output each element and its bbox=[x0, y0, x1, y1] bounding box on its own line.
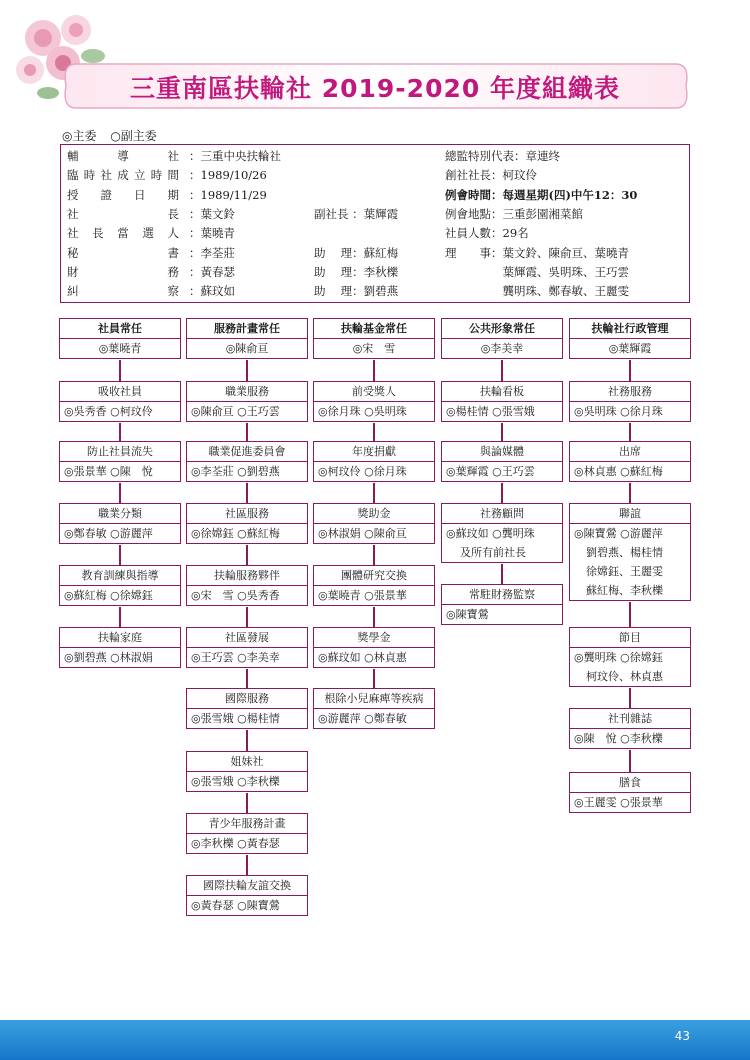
committee-chair: ◎李美幸 bbox=[480, 342, 524, 355]
sub-committee-box bbox=[569, 503, 691, 601]
info-label-char: 成 bbox=[117, 168, 129, 183]
member-line: ◎張雪娥 ○楊桂情 bbox=[191, 712, 280, 725]
connector-line bbox=[629, 423, 631, 441]
info-label-char: 財 bbox=[67, 264, 79, 279]
sub-committee-box bbox=[569, 708, 691, 749]
sub-committee-box bbox=[569, 627, 691, 687]
info-value: ：1989/10/26 bbox=[189, 168, 267, 183]
sub-committee-title: 年度捐獻 bbox=[314, 442, 434, 462]
footer-bar bbox=[0, 1020, 750, 1060]
info-label-char: 輔 bbox=[67, 149, 79, 163]
sub-committee-box bbox=[186, 503, 308, 544]
member-line: ◎陳俞亘 ○王巧雲 bbox=[191, 405, 280, 418]
committee-chair: ◎葉曉青 bbox=[98, 342, 142, 355]
member-line: ◎王巧雲 ○李美幸 bbox=[191, 651, 280, 664]
sub-committee-box bbox=[186, 627, 308, 668]
sub-committee-title: 根除小兒麻痺等疾病 bbox=[314, 689, 434, 709]
sub-committee-box bbox=[186, 875, 308, 916]
sub-committee-box bbox=[313, 565, 435, 606]
connector-line bbox=[501, 423, 503, 441]
member-line: ◎李荃莊 ○劉碧燕 bbox=[191, 465, 280, 478]
sub-committee-members bbox=[570, 793, 690, 812]
info-label-char: 長 bbox=[92, 226, 104, 241]
connector-line bbox=[501, 564, 503, 584]
info-row bbox=[61, 205, 689, 224]
sub-committee-box bbox=[59, 441, 181, 482]
sub-committee-box bbox=[59, 565, 181, 606]
sub-committee-title: 團體研究交換 bbox=[314, 566, 434, 586]
member-line: 劉碧燕、楊桂情 bbox=[586, 546, 663, 559]
sub-committee-title: 社刊雜誌 bbox=[570, 709, 690, 729]
info-label-char: 人 bbox=[167, 226, 179, 241]
info-row bbox=[61, 282, 689, 301]
info-row bbox=[61, 166, 689, 185]
connector-line bbox=[629, 750, 631, 772]
sub-committee-title: 獎助金 bbox=[314, 504, 434, 524]
info-value: ：李荃莊 bbox=[189, 245, 235, 260]
sub-committee-members bbox=[314, 648, 434, 667]
info-label-char: 秘 bbox=[67, 245, 79, 260]
info-label-char: 糾 bbox=[67, 284, 79, 299]
sub-committee-title: 防止社員流失 bbox=[60, 442, 180, 462]
connector-line bbox=[246, 855, 248, 875]
page-title: 三重南區扶輪社 2019-2020 年度組織表 bbox=[130, 74, 620, 103]
sub-committee-box bbox=[313, 441, 435, 482]
connector-line bbox=[246, 360, 248, 381]
sub-committee-members bbox=[314, 462, 434, 481]
member-line: ◎陳寶鶯 ○游麗萍 bbox=[574, 527, 663, 540]
sub-committee-box bbox=[313, 381, 435, 422]
member-line: 柯玟伶、林貞惠 bbox=[586, 670, 663, 683]
info-mid: 助 理：蘇紅梅 bbox=[314, 245, 399, 260]
sub-committee-title: 前受獎人 bbox=[314, 382, 434, 402]
info-row bbox=[61, 263, 689, 282]
connector-line bbox=[119, 607, 121, 627]
member-line: ◎林淑娟 ○陳俞亘 bbox=[318, 527, 407, 540]
sub-committee-members bbox=[187, 586, 307, 605]
info-label bbox=[67, 147, 179, 166]
member-line: ◎林貞惠 ○蘇紅梅 bbox=[574, 465, 663, 478]
sub-committee-members bbox=[314, 709, 434, 728]
connector-line bbox=[246, 793, 248, 813]
committee-name: 公共形象常任 bbox=[442, 319, 562, 339]
sub-committee-members bbox=[570, 402, 690, 421]
sub-committee-box bbox=[313, 627, 435, 668]
info-label-char: 立 bbox=[134, 168, 146, 183]
sub-committee-title: 社區發展 bbox=[187, 628, 307, 648]
connector-line bbox=[246, 669, 248, 688]
committee-name: 服務計畫常任 bbox=[187, 319, 307, 339]
sub-committee-title: 職業服務 bbox=[187, 382, 307, 402]
connector-line bbox=[119, 360, 121, 381]
info-right: 例會地點：三重彭園湘菜館 bbox=[445, 206, 583, 221]
info-label-char: 間 bbox=[167, 168, 179, 183]
member-line: ◎游麗萍 ○鄭春敏 bbox=[318, 712, 407, 725]
sub-committee-members bbox=[442, 402, 562, 421]
sub-committee-members bbox=[314, 402, 434, 421]
info-value: ：葉文鈴 bbox=[189, 206, 235, 221]
committee-head-box bbox=[59, 318, 181, 359]
sub-committee-box bbox=[186, 565, 308, 606]
connector-line bbox=[373, 360, 375, 381]
connector-line bbox=[373, 607, 375, 627]
connector-line bbox=[373, 483, 375, 503]
connector-line bbox=[119, 483, 121, 503]
sub-committee-box bbox=[59, 381, 181, 422]
sub-committee-title: 扶輪看板 bbox=[442, 382, 562, 402]
info-right: 葉輝霞、吳明珠、王巧雲 bbox=[445, 264, 629, 279]
title-banner bbox=[56, 62, 694, 110]
sub-committee-title: 職業分類 bbox=[60, 504, 180, 524]
info-mid: 副社長 ：葉輝霞 bbox=[314, 206, 399, 221]
sub-committee-title: 聯誼 bbox=[570, 504, 690, 524]
connector-line bbox=[119, 423, 121, 441]
member-line: ◎陳寶鶯 bbox=[446, 608, 489, 621]
sub-committee-members bbox=[187, 402, 307, 421]
committee-chair: ◎陳俞亘 bbox=[225, 342, 269, 355]
committee-chair: ◎宋 雪 bbox=[352, 342, 396, 355]
member-line: ◎宋 雪 ○吳秀香 bbox=[191, 589, 280, 602]
member-line: ◎吳明珠 ○徐月珠 bbox=[574, 405, 663, 418]
info-right: 理 事：葉文鈴、陳俞亘、葉曉青 bbox=[445, 245, 629, 260]
sub-committee-box bbox=[441, 584, 563, 625]
sub-committee-title: 國際服務 bbox=[187, 689, 307, 709]
sub-committee-title: 國際扶輪友誼交換 bbox=[187, 876, 307, 896]
committee-name: 社員常任 bbox=[60, 319, 180, 339]
info-label-char: 時 bbox=[150, 168, 163, 183]
info-label-char: 書 bbox=[167, 245, 179, 260]
member-line: ◎徐月珠 ○吳明珠 bbox=[318, 405, 407, 418]
committee-name: 扶輪基金常任 bbox=[314, 319, 434, 339]
sub-committee-title: 常駐財務監察 bbox=[442, 585, 562, 605]
info-label-char: 社 bbox=[100, 168, 112, 183]
sub-committee-members bbox=[570, 729, 690, 748]
sub-committee-box bbox=[186, 688, 308, 729]
info-label-char: 社 bbox=[67, 226, 79, 241]
info-row bbox=[61, 186, 689, 205]
sub-committee-title: 獎學金 bbox=[314, 628, 434, 648]
sub-committee-box bbox=[441, 503, 563, 563]
sub-committee-title: 青少年服務計畫 bbox=[187, 814, 307, 834]
sub-committee-members bbox=[187, 462, 307, 481]
sub-committee-box bbox=[313, 503, 435, 544]
connector-line bbox=[246, 483, 248, 503]
connector-line bbox=[629, 360, 631, 381]
info-label bbox=[67, 205, 179, 224]
sub-committee-members bbox=[60, 462, 180, 481]
info-right: 總監特別代表：章連终 bbox=[445, 149, 560, 163]
sub-committee-members bbox=[187, 709, 307, 728]
committee-head-box bbox=[313, 318, 435, 359]
info-row bbox=[61, 244, 689, 263]
committee-head-box bbox=[441, 318, 563, 359]
sub-committee-members bbox=[442, 524, 562, 562]
connector-line bbox=[119, 545, 121, 565]
info-label bbox=[67, 186, 179, 205]
connector-line bbox=[246, 607, 248, 627]
sub-committee-box bbox=[569, 381, 691, 422]
sub-committee-box bbox=[186, 751, 308, 792]
committee-head-box bbox=[186, 318, 308, 359]
connector-line bbox=[373, 423, 375, 441]
legend-vice-chair: ○副主委 bbox=[110, 129, 157, 143]
sub-committee-title: 扶輪服務夥伴 bbox=[187, 566, 307, 586]
info-label-char: 授 bbox=[67, 187, 79, 202]
info-row bbox=[61, 147, 689, 166]
sub-committee-title: 職業促進委員會 bbox=[187, 442, 307, 462]
sub-committee-title: 社區服務 bbox=[187, 504, 307, 524]
member-line: ◎楊桂情 ○張雪娥 bbox=[446, 405, 535, 418]
legend-chair: ◎主委 bbox=[62, 129, 97, 143]
connector-line bbox=[501, 483, 503, 503]
sub-committee-members bbox=[187, 648, 307, 667]
member-line: ◎鄭春敏 ○游麗萍 bbox=[64, 527, 153, 540]
sub-committee-box bbox=[441, 381, 563, 422]
info-label-char: 日 bbox=[134, 187, 146, 202]
member-line: ◎王麗雯 ○張景華 bbox=[574, 796, 663, 809]
sub-committee-members bbox=[187, 834, 307, 853]
info-label bbox=[67, 263, 179, 282]
sub-committee-members bbox=[570, 648, 690, 686]
member-line: ◎徐嫦鈺 ○蘇紅梅 bbox=[191, 527, 280, 540]
sub-committee-box bbox=[186, 813, 308, 854]
sub-committee-members bbox=[314, 586, 434, 605]
sub-committee-title: 與論媒體 bbox=[442, 442, 562, 462]
connector-line bbox=[373, 669, 375, 688]
member-line: 蘇紅梅、李秋櫟 bbox=[586, 584, 663, 597]
info-label-char: 證 bbox=[100, 187, 112, 202]
member-line: ◎李秋櫟 ○黃春瑟 bbox=[191, 837, 280, 850]
info-mid: 助 理：李秋櫟 bbox=[314, 264, 399, 279]
sub-committee-title: 膳食 bbox=[570, 773, 690, 793]
sub-committee-box bbox=[59, 627, 181, 668]
member-line: ◎蘇紅梅 ○徐嫦鈺 bbox=[64, 589, 153, 602]
member-line: ◎陳 悅 ○李秋櫟 bbox=[574, 732, 663, 745]
info-right: 創社社長：柯玟伶 bbox=[445, 168, 537, 183]
sub-committee-members bbox=[187, 524, 307, 543]
info-label-char: 當 bbox=[117, 226, 129, 241]
member-line: ◎張雪娥 ○李秋櫟 bbox=[191, 775, 280, 788]
info-right: 龔明珠、鄭春敏、王麗雯 bbox=[445, 284, 629, 299]
connector-line bbox=[373, 545, 375, 565]
info-value: ：葉曉青 bbox=[189, 226, 235, 241]
sub-committee-box bbox=[59, 503, 181, 544]
info-right: 例會時間：每週星期(四)中午12：30 bbox=[445, 187, 638, 202]
sub-committee-members bbox=[442, 462, 562, 481]
member-line: ◎張景華 ○陳 悅 bbox=[64, 465, 153, 478]
sub-committee-title: 社務服務 bbox=[570, 382, 690, 402]
member-line: ◎葉曉青 ○張景華 bbox=[318, 589, 407, 602]
info-label-char: 臨 bbox=[67, 168, 79, 183]
connector-line bbox=[629, 602, 631, 627]
info-label-char: 社 bbox=[67, 206, 79, 221]
info-label-char: 長 bbox=[167, 206, 179, 221]
info-label-char: 選 bbox=[142, 226, 154, 241]
connector-line bbox=[246, 423, 248, 441]
sub-committee-members bbox=[187, 896, 307, 915]
info-label-char: 時 bbox=[83, 168, 96, 183]
sub-committee-title: 社務顧問 bbox=[442, 504, 562, 524]
sub-committee-box bbox=[186, 381, 308, 422]
sub-committee-members bbox=[60, 402, 180, 421]
sub-committee-title: 扶輪家庭 bbox=[60, 628, 180, 648]
info-mid: 助 理：劉碧燕 bbox=[314, 284, 399, 299]
sub-committee-title: 教育訓練與指導 bbox=[60, 566, 180, 586]
committee-chair: ◎葉輝霞 bbox=[608, 342, 652, 355]
member-line: 及所有前社長 bbox=[460, 546, 526, 559]
info-row bbox=[61, 224, 689, 243]
connector-line bbox=[629, 483, 631, 503]
info-label-char: 導 bbox=[117, 149, 129, 163]
sub-committee-members bbox=[60, 586, 180, 605]
member-line: 徐嫦鈺、王麗雯 bbox=[586, 565, 663, 578]
sub-committee-title: 吸收社員 bbox=[60, 382, 180, 402]
sub-committee-members bbox=[442, 605, 562, 624]
sub-committee-box bbox=[313, 688, 435, 729]
info-label bbox=[67, 244, 179, 263]
member-line: ◎吳秀香 ○柯玟伶 bbox=[64, 405, 153, 418]
info-label-char: 察 bbox=[167, 284, 179, 299]
sub-committee-box bbox=[441, 441, 563, 482]
club-info-box bbox=[60, 144, 690, 303]
info-value: ：蘇玟如 bbox=[189, 284, 235, 299]
sub-committee-members bbox=[314, 524, 434, 543]
committee-name: 扶輪社行政管理 bbox=[570, 319, 690, 339]
sub-committee-title: 出席 bbox=[570, 442, 690, 462]
info-label bbox=[67, 224, 179, 243]
sub-committee-members bbox=[60, 648, 180, 667]
member-line: ◎蘇玟如 ○龔明珠 bbox=[446, 527, 535, 540]
connector-line bbox=[629, 688, 631, 708]
info-label-char: 期 bbox=[167, 187, 179, 202]
sub-committee-title: 姐妹社 bbox=[187, 752, 307, 772]
sub-committee-box bbox=[569, 441, 691, 482]
connector-line bbox=[246, 730, 248, 751]
info-label-char: 務 bbox=[167, 264, 179, 279]
info-label bbox=[67, 166, 179, 185]
info-label-char: 社 bbox=[167, 149, 179, 163]
member-line: ◎黃春瑟 ○陳寶鶯 bbox=[191, 899, 280, 912]
page-number: 43 bbox=[674, 1029, 690, 1043]
member-line: ◎蘇玟如 ○林貞惠 bbox=[318, 651, 407, 664]
connector-line bbox=[501, 360, 503, 381]
member-line: ◎葉輝霞 ○王巧雲 bbox=[446, 465, 535, 478]
sub-committee-title: 節目 bbox=[570, 628, 690, 648]
member-line: ◎劉碧燕 ○林淑娟 bbox=[64, 651, 153, 664]
sub-committee-members bbox=[570, 462, 690, 481]
member-line: ◎柯玟伶 ○徐月珠 bbox=[318, 465, 407, 478]
sub-committee-members bbox=[60, 524, 180, 543]
sub-committee-members bbox=[570, 524, 690, 600]
info-value: ：三重中央扶輪社 bbox=[189, 149, 281, 163]
sub-committee-members bbox=[187, 772, 307, 791]
sub-committee-box bbox=[569, 772, 691, 813]
info-label bbox=[67, 282, 179, 301]
sub-committee-box bbox=[186, 441, 308, 482]
info-value: ：1989/11/29 bbox=[189, 187, 267, 202]
connector-line bbox=[246, 545, 248, 565]
legend bbox=[62, 127, 167, 144]
info-value: ：黃春瑟 bbox=[189, 264, 235, 279]
info-right: 社員人數：29名 bbox=[445, 226, 529, 241]
member-line: ◎龔明珠 ○徐嫦鈺 bbox=[574, 651, 663, 664]
committee-head-box bbox=[569, 318, 691, 359]
